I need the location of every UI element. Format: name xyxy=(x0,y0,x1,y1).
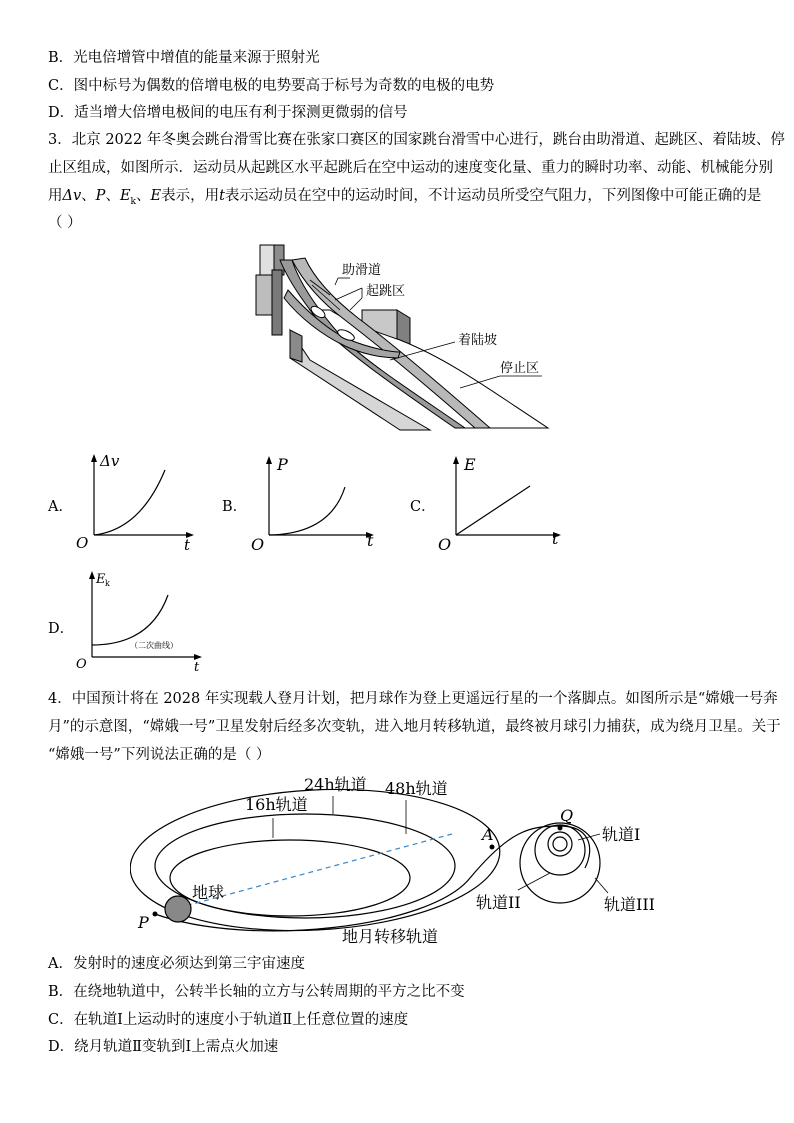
q3-stem-line-1: 3．北京 2022 年冬奥会跳台滑雪比赛在张家口赛区的国家跳台滑雪中心进行，跳台由助滑道、起跳区、着陆坡、停 xyxy=(48,132,785,148)
label-takeoff-zone: 起跳区 xyxy=(366,284,406,299)
axis-y-subscript: k xyxy=(105,579,110,588)
label-point-q: Q xyxy=(560,806,574,825)
label-orbit-2: 轨道II xyxy=(476,893,521,912)
curve-note: （二次曲线） xyxy=(130,641,178,650)
label-stop-zone: 停止区 xyxy=(500,361,540,376)
q3-stem-line-2: 止区组成，如图所示．运动员从起跳区水平起跳后在空中运动的速度变化量、重力的瞬时功率、动能、机械能分别 xyxy=(48,160,773,176)
axis-x-label: t xyxy=(194,660,200,675)
symbol-e: E xyxy=(150,188,162,204)
q3-answer-bracket: （ ） xyxy=(48,215,82,231)
origin-label: O xyxy=(76,534,89,552)
q4-option-c: C．在轨道Ⅰ上运动时的速度小于轨道Ⅱ上任意位置的速度 xyxy=(48,1012,409,1028)
origin-label: O xyxy=(438,535,452,554)
label-landing-slope: 着陆坡 xyxy=(458,333,498,348)
symbol-delta-v: Δv xyxy=(62,188,82,204)
axis-x-label: t xyxy=(184,536,191,554)
q2-option-c: C．图中标号为偶数的倍增电极的电势要高于标号为奇数的电极的电势 xyxy=(48,78,495,94)
q3-graph-a xyxy=(70,450,200,555)
label-orbit-24h: 24h轨道 xyxy=(304,775,367,794)
symbol-t: t xyxy=(219,188,225,204)
q4-stem-line-2: 月”的示意图，“嫦娥一号”卫星发射后经多次变轨，进入地月转移轨道，最终被月球引力捕获，成为绕月卫星。关于 xyxy=(48,719,781,735)
q3-option-d-label: D． xyxy=(48,621,75,637)
q4-option-d: D．绕月轨道Ⅱ变轨到Ⅰ上需点火加速 xyxy=(48,1039,279,1055)
symbol-p: P xyxy=(95,188,106,204)
axis-x-label: t xyxy=(552,529,559,548)
label-point-a: A xyxy=(482,825,494,844)
q3-graph-b xyxy=(245,452,385,557)
label-earth: 地球 xyxy=(192,883,225,902)
q3-option-b-label: B． xyxy=(222,499,248,515)
q4-stem-line-3: “嫦娥一号”下列说法正确的是（ ） xyxy=(48,747,271,763)
change-orbit-figure xyxy=(130,768,670,948)
axis-x-label: t xyxy=(367,531,374,550)
q3-graph-c xyxy=(432,452,572,557)
q2-option-d: D．适当增大倍增电极间的电压有利于探测更微弱的信号 xyxy=(48,105,408,121)
label-orbit-48h: 48h轨道 xyxy=(385,779,448,798)
q3-graph-d xyxy=(70,567,210,675)
axis-y-label: Δv xyxy=(100,452,120,470)
axis-y-label: P xyxy=(277,455,288,474)
q4-option-b: B．在绕地轨道中，公转半长轴的立方与公转周期的平方之比不变 xyxy=(48,984,465,1000)
q2-option-b: B．光电倍增管中增值的能量来源于照射光 xyxy=(48,50,320,66)
label-orbit-16h: 16h轨道 xyxy=(245,795,308,814)
label-run-up-track: 助滑道 xyxy=(342,263,382,278)
label-transfer-orbit: 地月转移轨道 xyxy=(342,927,439,946)
label-point-p: P xyxy=(138,913,149,932)
q3-option-c-label: C． xyxy=(410,499,436,515)
q4-stem-line-1: 4．中国预计将在 2028 年实现载人登月计划，把月球作为登上更遥远行星的一个落脚点。如图所示是“嫦娥一号奔 xyxy=(48,691,778,707)
axis-y-label: E xyxy=(464,455,476,474)
q3-stem-line-3: 用Δv、P、$E_k$、E表示，用t表示运动员在空中的运动时间，不计运动员所受空气阻力，下列图像中可能正确的是 xyxy=(48,188,762,207)
label-orbit-1: 轨道I xyxy=(602,825,641,844)
label-orbit-3: 轨道III xyxy=(604,895,655,914)
q3-option-a-label: A． xyxy=(48,499,73,515)
ski-jump-figure xyxy=(250,240,550,435)
q4-option-a: A．发射时的速度必须达到第三宇宙速度 xyxy=(48,956,305,972)
axis-y-label: E xyxy=(96,572,106,587)
origin-label: O xyxy=(76,657,87,672)
origin-label: O xyxy=(251,535,265,554)
symbol-ek: E xyxy=(119,188,131,204)
